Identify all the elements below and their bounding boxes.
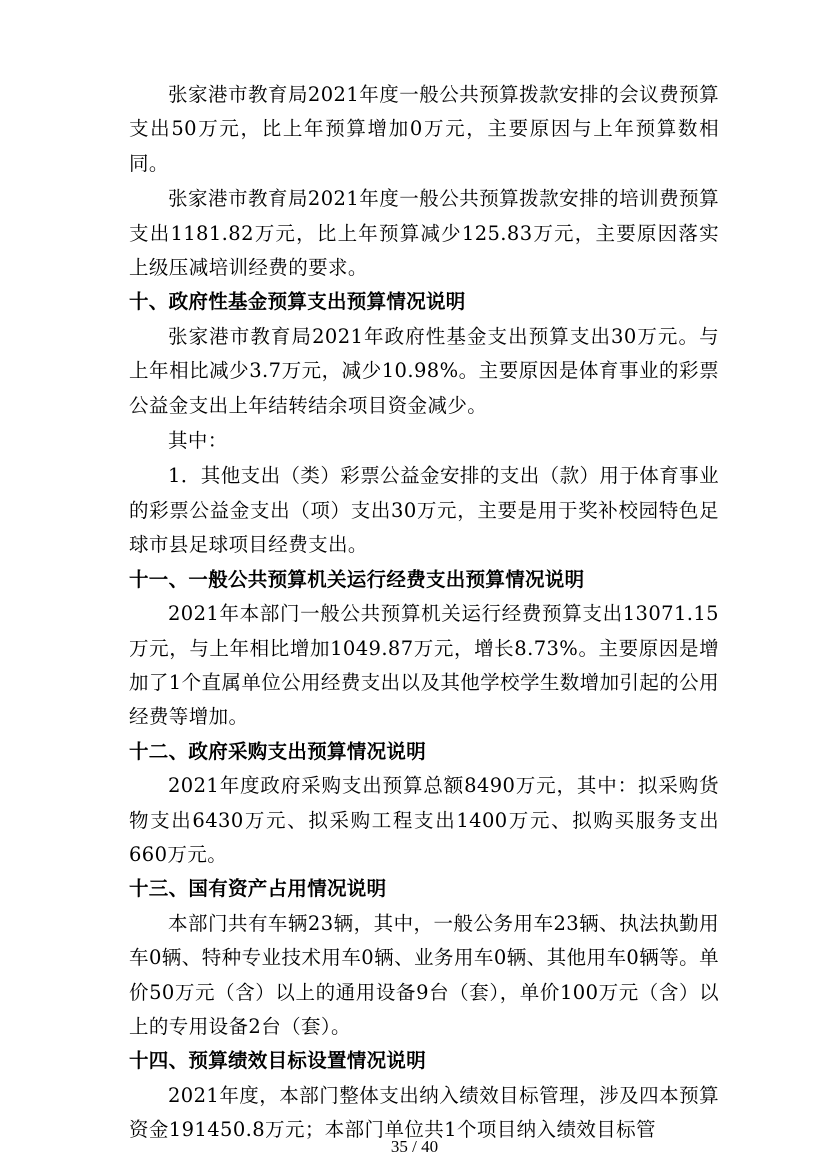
section-heading-10: 十、政府性基金预算支出预算情况说明 bbox=[129, 290, 466, 314]
page-number: 35 / 40 bbox=[390, 1137, 439, 1156]
paragraph-procurement: 2021年度政府采购支出预算总额8490万元，其中：拟采购货物支出6430万元、拟采购工程支出1400万元、拟购买服务支出660万元。 bbox=[129, 774, 719, 866]
section-heading-11: 十一、一般公共预算机关运行经费支出预算情况说明 bbox=[129, 567, 585, 591]
section-heading-12: 十二、政府采购支出预算情况说明 bbox=[129, 739, 427, 763]
paragraph-meeting-fee: 张家港市教育局2021年度一般公共预算拨款安排的会议费预算支出50万元，比上年预算增加0万元，主要原因与上年预算数相同。 bbox=[129, 83, 719, 175]
paragraph-lottery-item: 1．其他支出（类）彩票公益金安排的支出（款）用于体育事业的彩票公益金支出（项）支出30万元，主要是用于奖补校园特色足球市县足球项目经费支出。 bbox=[129, 464, 719, 557]
paragraph-operating-expense: 2021年本部门一般公共预算机关运行经费预算支出13071.15万元，与上年相比增加1049.87万元，增长8.73%。主要原因是增加了1个直属单位公用经费支出以及其他学校学生数增加引起的公用经费等增加。 bbox=[129, 602, 719, 729]
paragraph-fund-budget: 张家港市教育局2021年政府性基金支出预算支出30万元。与上年相比减少3.7万元，减少10.98%。主要原因是体育事业的彩票公益金支出上年结转结余项目资金减少。 bbox=[129, 324, 719, 417]
section-heading-14: 十四、预算绩效目标设置情况说明 bbox=[129, 1049, 427, 1073]
document-body bbox=[129, 78, 719, 1148]
paragraph-assets: 本部门共有车辆23辆，其中，一般公务用车23辆、执法执勤用车0辆、特种专业技术用车0辆、业务用车0辆、其他用车0辆等。单价50万元（含）以上的通用设备9台（套），单价100万元（含）以上的专用设备2台（套）。 bbox=[129, 911, 719, 1038]
paragraph-training-fee: 张家港市教育局2021年度一般公共预算拨款安排的培训费预算支出1181.82万元，比上年预算减少125.83万元，主要原因落实上级压减培训经费的要求。 bbox=[129, 187, 719, 280]
paragraph-performance: 2021年度，本部门整体支出纳入绩效目标管理，涉及四本预算资金191450.8万元；本部门单位共1个项目纳入绩效目标管 bbox=[129, 1083, 719, 1142]
paragraph-among-them: 其中： bbox=[168, 429, 228, 453]
section-heading-13: 十三、国有资产占用情况说明 bbox=[129, 877, 387, 901]
